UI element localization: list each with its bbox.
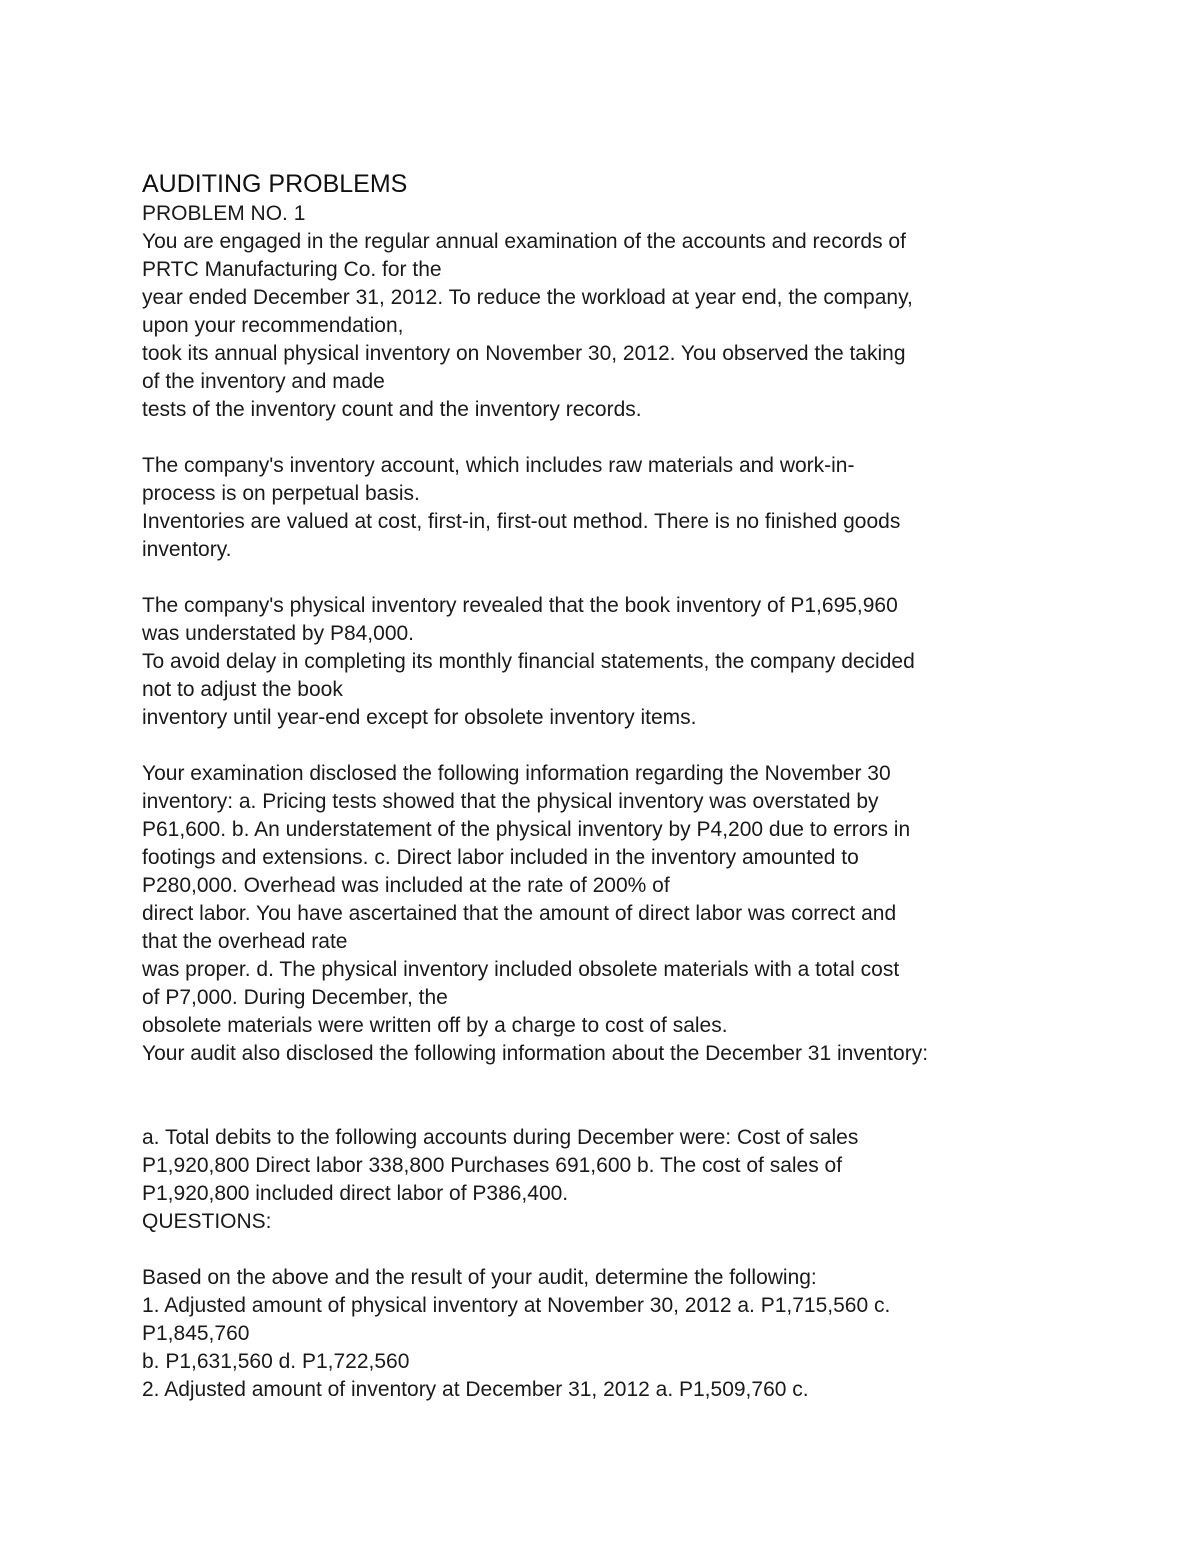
text-line: You are engaged in the regular annual examination of the accounts and records of [142, 230, 906, 253]
text-line: footings and extensions. c. Direct labor included in the inventory amounted to [142, 846, 859, 869]
text-line: Your examination disclosed the following information regarding the November 30 [142, 762, 891, 785]
question-item: 2. Adjusted amount of inventory at December 31, 2012 a. P1,509,760 c. [142, 1378, 809, 1401]
text-line: Your audit also disclosed the following information about the December 31 inventory: [142, 1042, 929, 1065]
text-line: a. Total debits to the following accounts during December were: Cost of sales [142, 1126, 859, 1149]
document-title: AUDITING PROBLEMS [142, 170, 408, 198]
text-line: PRTC Manufacturing Co. for the [142, 258, 442, 281]
paragraph-gap [142, 564, 1072, 592]
text-line: P1,920,800 Direct labor 338,800 Purchases 691,600 b. The cost of sales of [142, 1154, 843, 1177]
text-line: year ended December 31, 2012. To reduce the workload at year end, the company, [142, 286, 913, 309]
text-line: took its annual physical inventory on November 30, 2012. You observed the taking [142, 342, 906, 365]
text-line: upon your recommendation, [142, 314, 404, 337]
questions-list [142, 1264, 1072, 1404]
text-line: process is on perpetual basis. [142, 482, 420, 505]
text-line: of P7,000. During December, the [142, 986, 448, 1009]
text-line: b. P1,631,560 d. P1,722,560 [142, 1350, 410, 1373]
text-line: not to adjust the book [142, 678, 343, 701]
problem-label: PROBLEM NO. 1 [142, 202, 306, 225]
paragraph-gap [142, 1068, 1072, 1124]
text-line: Based on the above and the result of your audit, determine the following: [142, 1266, 817, 1289]
examination-paragraph [142, 760, 1072, 1068]
text-line: obsolete materials were written off by a charge to cost of sales. [142, 1014, 728, 1037]
text-line: The company's physical inventory revealed that the book inventory of P1,695,960 [142, 594, 898, 617]
document-body [142, 168, 1072, 1404]
text-line: The company's inventory account, which includes raw materials and work-in- [142, 454, 855, 477]
paragraph-gap [142, 424, 1072, 452]
text-line: To avoid delay in completing its monthly financial statements, the company decided [142, 650, 915, 673]
december-paragraph [142, 1124, 1072, 1236]
text-line: was proper. d. The physical inventory included obsolete materials with a total cost [142, 958, 900, 981]
text-line: inventory: a. Pricing tests showed that the physical inventory was overstated by [142, 790, 879, 813]
text-line: P1,920,800 included direct labor of P386,400. [142, 1182, 569, 1205]
text-line: Inventories are valued at cost, first-in, first-out method. There is no finished goods [142, 510, 901, 533]
text-line: that the overhead rate [142, 930, 348, 953]
text-line: P61,600. b. An understatement of the physical inventory by P4,200 due to errors in [142, 818, 911, 841]
intro-paragraph [142, 228, 1072, 424]
text-line: P280,000. Overhead was included at the rate of 200% of [142, 874, 670, 897]
text-line: tests of the inventory count and the inventory records. [142, 398, 642, 421]
text-line: was understated by P84,000. [142, 622, 415, 645]
physical-inventory-paragraph [142, 592, 1072, 732]
paragraph-gap [142, 732, 1072, 760]
text-line: inventory. [142, 538, 232, 561]
questions-heading: QUESTIONS: [142, 1210, 272, 1233]
question-item: 1. Adjusted amount of physical inventory at November 30, 2012 a. P1,715,560 c. [142, 1294, 891, 1317]
paragraph-gap [142, 1236, 1072, 1264]
text-line: inventory until year-end except for obsolete inventory items. [142, 706, 697, 729]
text-line: of the inventory and made [142, 370, 385, 393]
text-line: direct labor. You have ascertained that the amount of direct labor was correct and [142, 902, 897, 925]
inventory-account-paragraph [142, 452, 1072, 564]
text-line: P1,845,760 [142, 1322, 250, 1345]
